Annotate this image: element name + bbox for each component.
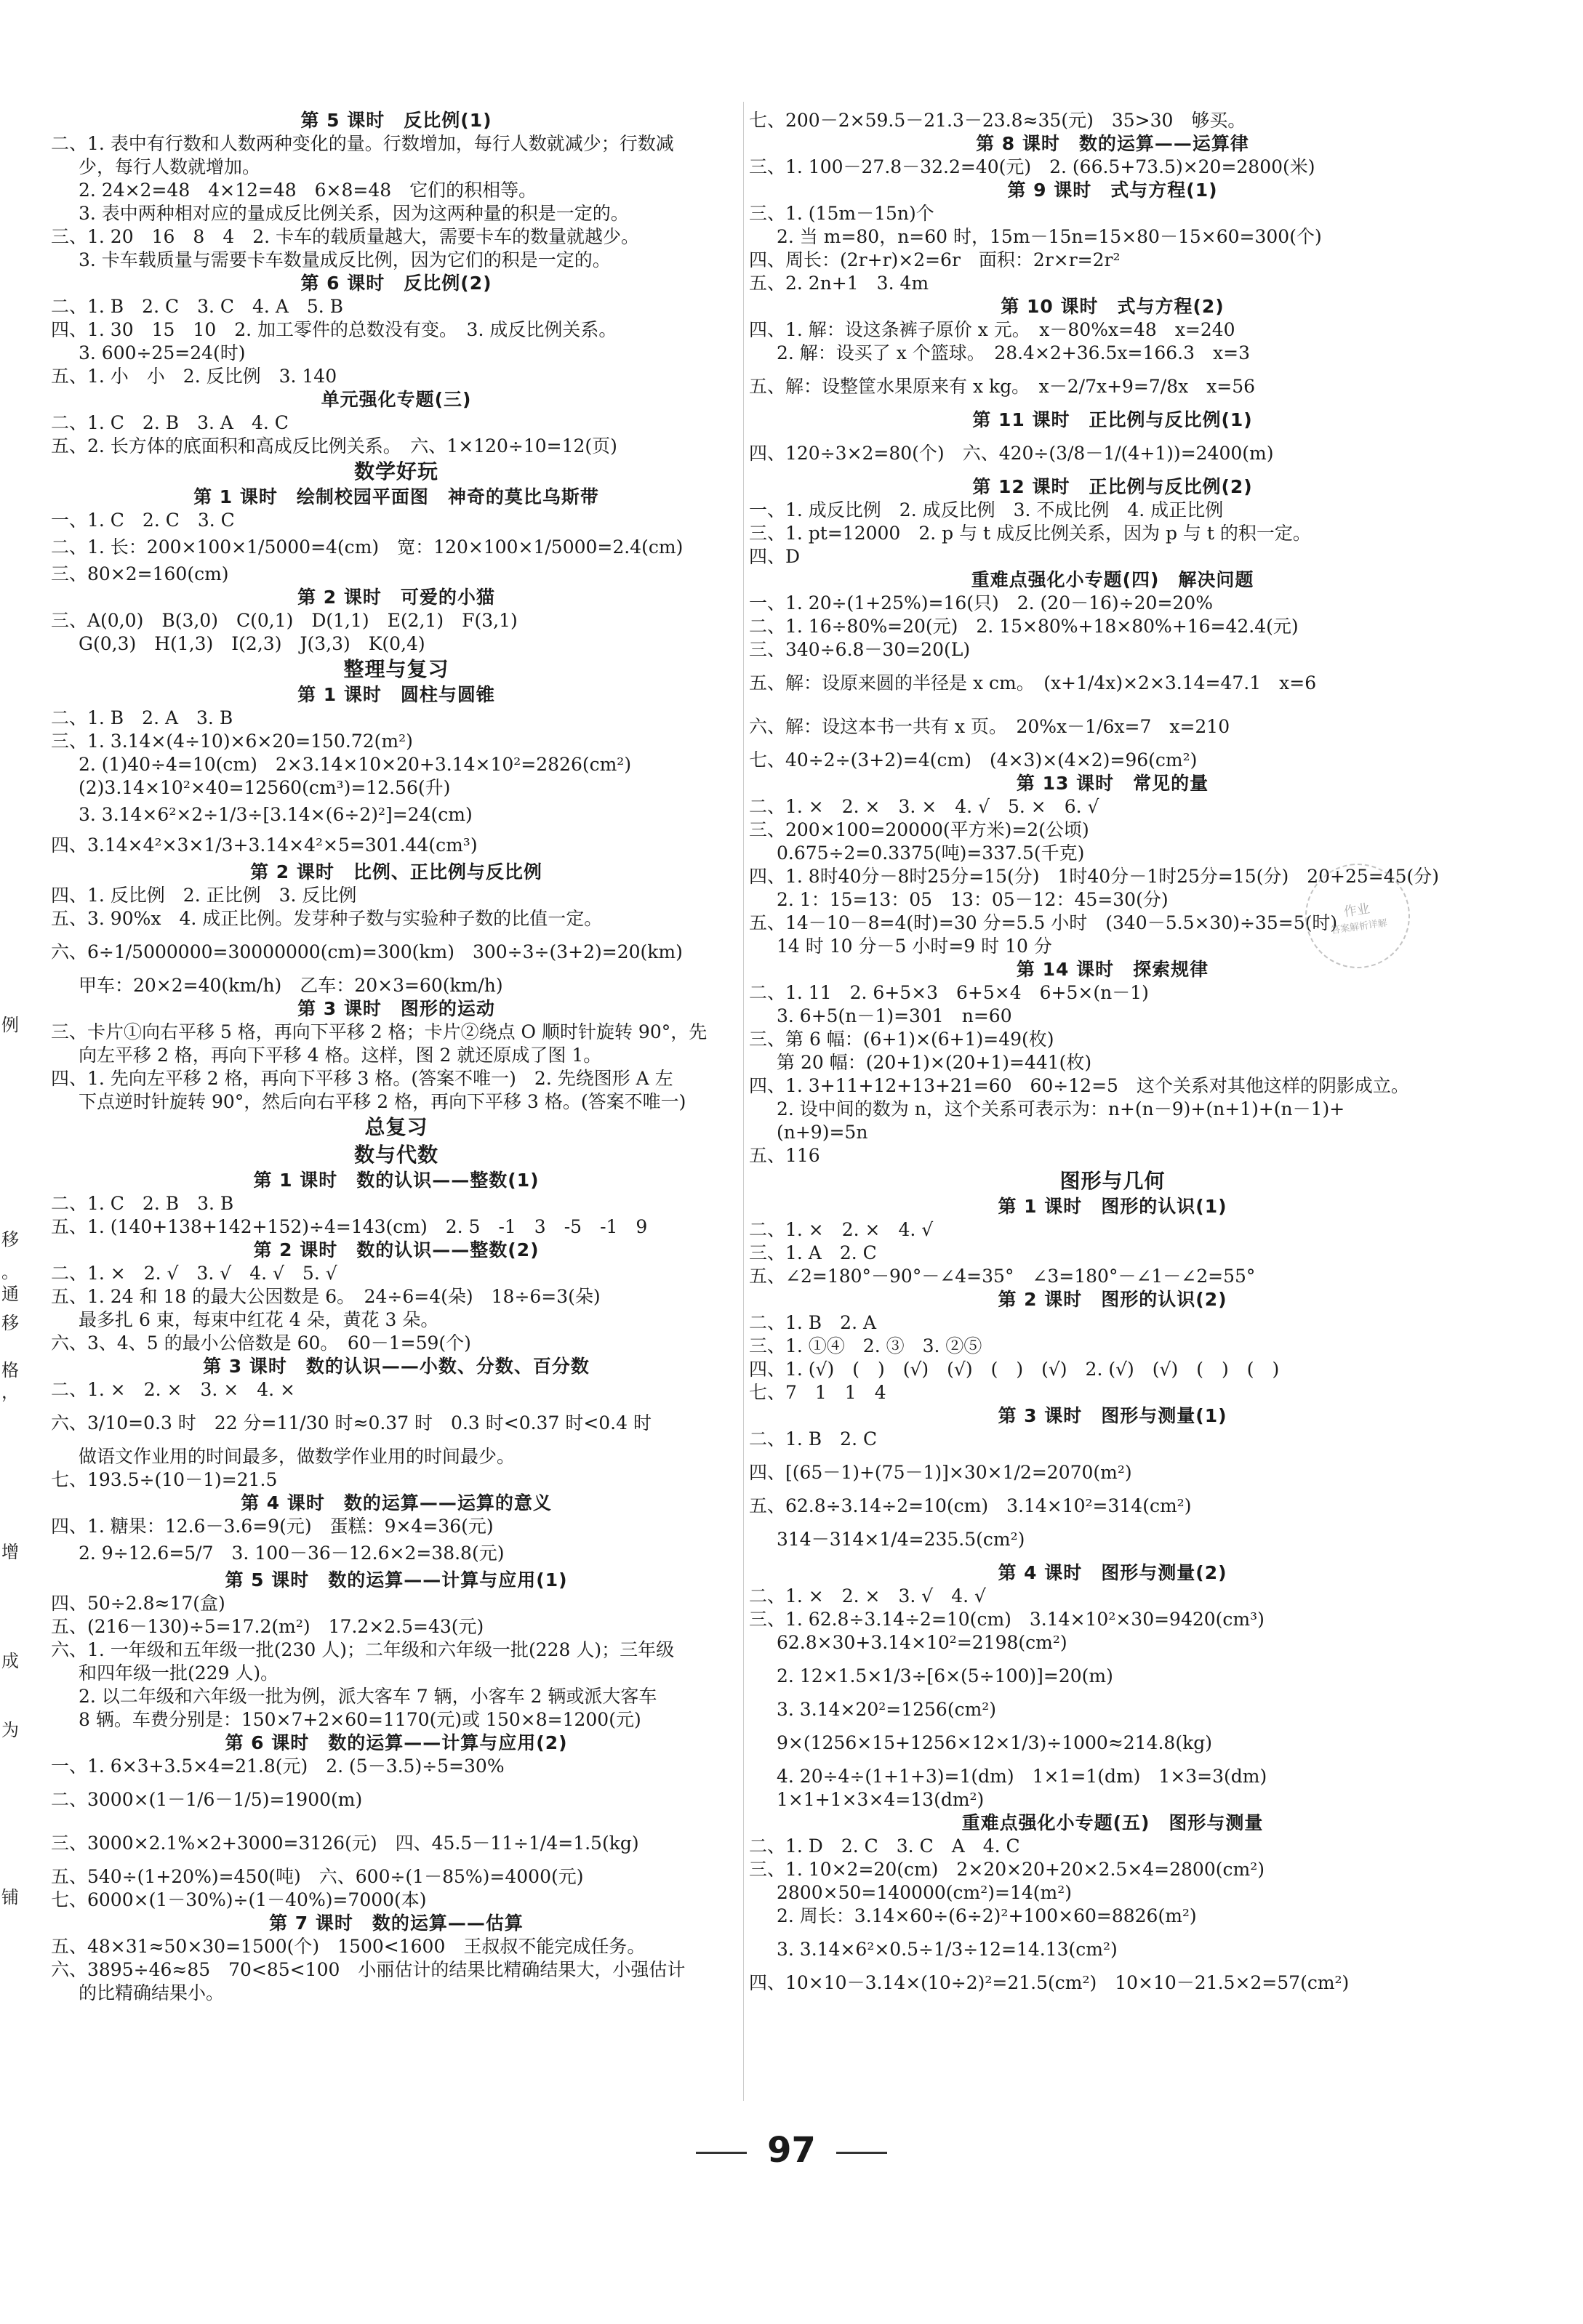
answer-line: 二、1. × 2. √ 3. √ 4. √ 5. √ (51, 1263, 337, 1284)
section-heading: 第 13 课时 常见的量 (1016, 773, 1209, 794)
answer-line: 二、1. × 2. × 3. × 4. √ 5. × 6. √ (749, 796, 1099, 817)
answer-line: 2. 1：15=13：05 13：05－12：45=30(分) (777, 889, 1169, 910)
margin-fragment: 增 (1, 1542, 19, 1562)
answer-line: 三、A(0,0) B(3,0) C(0,1) D(1,1) E(2,1) F(3,1) (51, 610, 518, 631)
answer-line: 3. 6+5(n－1)=301 n=60 (777, 1005, 1012, 1026)
answer-line: 四、3.14×4²×3×1/3+3.14×4²×5=301.44(cm³) (51, 835, 478, 856)
answer-column-left (51, 109, 742, 2005)
section-heading: 第 4 课时 数的运算——运算的意义 (241, 1492, 552, 1513)
answer-line: 和四年级一批(229 人)。 (79, 1662, 279, 1684)
section-heading: 单元强化专题(三) (321, 389, 472, 410)
section-heading: 数与代数 (353, 1143, 438, 1167)
answer-line: 4. 20÷4÷(1+1+3)=1(dm) 1×1=1(dm) 1×3=3(dm) (777, 1766, 1267, 1787)
answer-line: 六、3、4、5 的最小公倍数是 60。 60－1=59(个) (51, 1332, 471, 1354)
section-heading: 第 2 课时 图形的认识(2) (998, 1289, 1227, 1310)
section-heading: 整理与复习 (343, 657, 449, 681)
answer-line: 2. 24×2=48 4×12=48 6×8=48 它们的积相等。 (79, 180, 537, 201)
answer-line: 二、3000×(1－1/6－1/5)=1900(m) (51, 1789, 363, 1810)
section-heading: 第 1 课时 绘制校园平面图 神奇的莫比乌斯带 (193, 486, 599, 507)
answer-line: 三、1. (15m－15n)个 (749, 203, 934, 224)
answer-line: 五、1. (140+138+142+152)÷4=143(cm) 2. 5 -1 3 -5 -1 9 (51, 1216, 648, 1237)
answer-line: 1×1+1×3×4=13(dm²) (777, 1789, 985, 1810)
answer-line: 三、340÷6.8－30=20(L) (749, 639, 971, 660)
answer-line: 四、10×10－3.14×(10÷2)²=21.5(cm²) 10×10－21.5×2=57(cm²) (749, 1972, 1350, 1993)
section-heading: 第 8 课时 数的运算——运算律 (976, 133, 1249, 154)
answer-line: 三、1. 3.14×(4÷10)×6×20=150.72(m²) (51, 731, 413, 752)
answer-line: 三、1. ①④ 2. ③ 3. ②⑤ (749, 1335, 982, 1356)
answer-line: 甲车：20×2=40(km/h) 乙车：20×3=60(km/h) (79, 975, 503, 996)
answer-line: 三、200×100=20000(平方米)=2(公顷) (749, 819, 1089, 840)
answer-line: 四、120÷3×2=80(个) 六、420÷(3/8－1/(4+1))=2400(m) (749, 443, 1274, 464)
answer-line: 二、1. C 2. B 3. B (51, 1193, 234, 1214)
answer-line: 五、3. 90%x 4. 成正比例。发芽种子数与实验种子数的比值一定。 (51, 908, 603, 929)
answer-line: 做语文作业用的时间最多，做数学作业用的时间最少。 (79, 1446, 516, 1467)
margin-fragment: 。 (1, 1262, 19, 1282)
answer-line: 三、第 6 幅：(6+1)×(6+1)=49(枚) (749, 1029, 1054, 1050)
stamp-sub: 答案解析详解 (1330, 917, 1388, 936)
answer-line: 2. 12×1.5×1/3÷[6×(5÷100)]=20(m) (777, 1665, 1113, 1686)
section-heading: 第 14 课时 探索规律 (1016, 959, 1209, 980)
page-number-footer (0, 2130, 1583, 2171)
answer-line: 最多扎 6 束，每束中红花 4 朵，黄花 3 朵。 (79, 1309, 439, 1330)
answer-line: 一、1. 20÷(1+25%)=16(只) 2. (20－16)÷20=20% (749, 592, 1213, 614)
section-heading: 第 4 课时 图形与测量(2) (998, 1562, 1227, 1583)
section-heading: 第 3 课时 图形的运动 (297, 998, 495, 1019)
answer-line: 三、80×2=160(cm) (51, 563, 229, 584)
section-heading: 第 1 课时 数的认识——整数(1) (253, 1170, 540, 1191)
section-heading: 第 10 课时 式与方程(2) (1001, 296, 1225, 317)
answer-line: 五、48×31≈50×30=1500(个) 1500<1600 王叔叔不能完成任务。 (51, 1936, 646, 1957)
footer-dash-right (836, 2152, 887, 2154)
answer-line: 3. 3.14×6²×2÷1/3÷[3.14×(6÷2)²]=24(cm) (79, 804, 473, 825)
section-heading: 第 3 课时 图形与测量(1) (998, 1405, 1227, 1426)
answer-line: 二、1. 长：200×100×1/5000=4(cm) 宽：120×100×1/5000=2.4(cm) (51, 536, 684, 558)
answer-line: 四、1. 糖果：12.6－3.6=9(元) 蛋糕：9×4=36(元) (51, 1516, 494, 1537)
answer-line: 四、50÷2.8≈17(盒) (51, 1593, 225, 1614)
answer-line: 七、193.5÷(10－1)=21.5 (51, 1469, 278, 1490)
answer-line: 三、卡片①向右平移 5 格，再向下平移 2 格；卡片②绕点 O 顺时针旋转 90°，先 (51, 1021, 708, 1042)
answer-line: 三、1. 20 16 8 4 2. 卡车的载质量越大，需要卡车的数量就越少。 (51, 226, 640, 247)
answer-line: 二、1. B 2. C 3. C 4. A 5. B (51, 296, 344, 317)
section-heading: 第 9 课时 式与方程(1) (1007, 180, 1218, 201)
margin-fragment: 铺 (1, 1887, 19, 1907)
answer-line: 三、1. 62.8÷3.14÷2=10(cm) 3.14×10²×30=9420(cm³) (749, 1609, 1265, 1630)
section-heading: 图形与几何 (1059, 1169, 1166, 1193)
answer-line: 五、2. 2n+1 3. 4m (749, 273, 929, 294)
answer-line: 2. 设中间的数为 n，这个关系可表示为：n+(n－9)+(n+1)+(n－1)+ (777, 1098, 1345, 1119)
answer-line: 3. 3.14×20²=1256(cm²) (777, 1699, 997, 1720)
answer-line: 四、1. 反比例 2. 正比例 3. 反比例 (51, 885, 357, 906)
answer-line: 四、1. 30 15 10 2. 加工零件的总数没有变。 3. 成反比例关系。 (51, 319, 617, 340)
answer-line: 二、1. B 2. C (749, 1428, 878, 1450)
margin-fragment: 移 (1, 1313, 19, 1333)
answer-line: 七、6000×(1－30%)÷(1－40%)=7000(本) (51, 1889, 427, 1910)
answer-line: 向左平移 2 格，再向下平移 4 格。这样，图 2 就还原成了图 1。 (79, 1045, 602, 1066)
answer-column-right (749, 109, 1476, 1995)
answer-line: 第 20 幅：(20+1)×(20+1)=441(枚) (777, 1052, 1092, 1073)
answer-line: 四、[(65－1)+(75－1)]×30×1/2=2070(m²) (749, 1462, 1132, 1483)
answer-line: 四、1. 先向左平移 2 格，再向下平移 3 格。(答案不唯一) 2. 先绕图形 A 左 (51, 1068, 673, 1089)
answer-line: 的比精确结果小。 (79, 1982, 225, 2003)
answer-line: 二、1. 16÷80%=20(元) 2. 15×80%+18×80%+16=42.4(元) (749, 616, 1299, 637)
answer-line: 四、D (749, 546, 801, 567)
answer-line: 三、1. 10×2=20(cm) 2×20×20+20×2.5×4=2800(cm²) (749, 1859, 1265, 1880)
answer-line: 2. 解：设买了 x 个篮球。 28.4×2+36.5x=166.3 x=3 (777, 342, 1250, 363)
answer-line: 2800×50=140000(cm²)=14(m²) (777, 1882, 1072, 1903)
margin-fragment: 通 (1, 1284, 19, 1304)
answer-line: 五、1. 24 和 18 的最大公因数是 6。 24÷6=4(朵) 18÷6=3(朵) (51, 1286, 601, 1307)
answer-line: 四、1. 解：设这条裤子原价 x 元。 x－80%x=48 x=240 (749, 319, 1235, 340)
section-heading: 第 6 课时 数的运算——计算与应用(2) (225, 1732, 568, 1753)
margin-fragment: 为 (1, 1720, 19, 1740)
answer-line: 二、1. × 2. × 4. √ (749, 1219, 934, 1240)
answer-line: 六、6÷1/5000000=30000000(cm)=300(km) 300÷3÷(3+2)=20(km) (51, 941, 683, 962)
answer-line: 一、1. 6×3+3.5×4=21.8(元) 2. (5－3.5)÷5=30% (51, 1756, 505, 1777)
section-heading: 第 5 课时 反比例(1) (300, 110, 492, 131)
answer-line: 二、1. B 2. A (749, 1312, 877, 1333)
answer-line: 五、116 (749, 1145, 820, 1166)
answer-line: 五、(216－130)÷5=17.2(m²) 17.2×2.5=43(元) (51, 1616, 484, 1637)
page-number: 97 (767, 2130, 816, 2171)
answer-line: 五、62.8÷3.14÷2=10(cm) 3.14×10²=314(cm²) (749, 1495, 1192, 1516)
section-heading: 重难点强化小专题(五) 图形与测量 (961, 1812, 1264, 1833)
answer-line: 五、1. 小 小 2. 反比例 3. 140 (51, 366, 337, 387)
answer-line: 2. 以二年级和六年级一批为例，派大客车 7 辆，小客车 2 辆或派大客车 (79, 1686, 657, 1707)
answer-line: 3. 表中两种相对应的量成反比例关系，因为这两种量的积是一定的。 (79, 203, 629, 224)
margin-fragment: 格 (1, 1360, 19, 1380)
answer-line: 下点逆时针旋转 90°，然后向右平移 2 格，再向下平移 3 格。(答案不唯一) (79, 1091, 686, 1112)
footer-dash-left (696, 2152, 747, 2154)
margin-fragment: ， (1, 1382, 19, 1402)
answer-line: 五、解：设整筐水果原来有 x kg。 x－2/7x+9=7/8x x=56 (749, 376, 1256, 397)
section-heading: 第 6 课时 反比例(2) (300, 273, 492, 294)
answer-line: 三、1. pt=12000 2. p 与 t 成反比例关系，因为 p 与 t 的积一定。 (749, 523, 1311, 544)
answer-line: 二、1. D 2. C 3. C A 4. C (749, 1836, 1020, 1857)
answer-line: 2. (1)40÷4=10(cm) 2×3.14×10×20+3.14×10²=2826(cm²) (79, 754, 632, 775)
section-heading: 第 1 课时 图形的认识(1) (998, 1196, 1227, 1217)
answer-line: 二、1. B 2. A 3. B (51, 707, 233, 728)
answer-line: 2. 当 m=80，n=60 时，15m－15n=15×80－15×60=300(个) (777, 226, 1322, 247)
section-heading: 第 2 课时 可爱的小猫 (297, 587, 495, 608)
answer-line: 2. 周长：3.14×60÷(6÷2)²+100×60=8826(m²) (777, 1905, 1197, 1926)
answer-line: 三、1. 100－27.8－32.2=40(元) 2. (66.5+73.5)×20=2800(米) (749, 156, 1315, 177)
answer-line: 四、1. 8时40分－8时25分=15(分) 1时40分－1时25分=15(分) 20+25=45(分) (749, 866, 1440, 887)
answer-line: 五、解：设原来圆的半径是 x cm。 (x+1/4x)×2×3.14=47.1 x=6 (749, 672, 1317, 693)
answer-line: 8 辆。车费分别是：150×7+2×60=1170(元)或 150×8=1200(元) (79, 1709, 641, 1730)
answer-line: 六、3/10=0.3 时 22 分=11/30 时≈0.37 时 0.3 时<0.37 时<0.4 时 (51, 1412, 652, 1434)
section-heading: 第 11 课时 正比例与反比例(1) (972, 409, 1253, 430)
answer-line: 2. 9÷12.6=5/7 3. 100－36－12.6×2=38.8(元) (79, 1543, 505, 1564)
section-heading: 重难点强化小专题(四) 解决问题 (971, 569, 1254, 590)
section-heading: 数学好玩 (353, 459, 438, 483)
margin-fragment: 例 (1, 1015, 19, 1035)
answer-line: 五、2. 长方体的底面积和高成反比例关系。 六、1×120÷10=12(页) (51, 435, 617, 457)
answer-line: 三、1. A 2. C (749, 1242, 877, 1263)
section-heading: 第 2 课时 比例、正比例与反比例 (250, 861, 542, 882)
answer-line: 四、1. (√) ( ) (√) (√) ( ) (√) 2. (√) (√) ( ) ( ) (749, 1359, 1280, 1380)
answer-line: 3. 卡车载质量与需要卡车数量成反比例，因为它们的积是一定的。 (79, 249, 611, 270)
answer-line: 七、200－2×59.5－21.3－23.8≈35(元) 35>30 够买。 (749, 110, 1246, 131)
section-heading: 第 12 课时 正比例与反比例(2) (972, 476, 1253, 497)
section-heading: 第 5 课时 数的运算——计算与应用(1) (225, 1569, 568, 1591)
section-heading: 第 3 课时 数的认识——小数、分数、百分数 (203, 1356, 590, 1377)
answer-line: 62.8×30+3.14×10²=2198(cm²) (777, 1632, 1067, 1653)
answer-line: 四、1. 3+11+12+13+21=60 60÷12=5 这个关系对其他这样的阴影成立。 (749, 1075, 1409, 1096)
answer-line: 314－314×1/4=235.5(cm²) (777, 1529, 1025, 1550)
answer-line: 六、1. 一年级和五年级一批(230 人)；二年级和六年级一批(228 人)；三年级 (51, 1639, 675, 1660)
answer-line: 3. 3.14×6²×0.5÷1/3÷12=14.13(cm²) (777, 1939, 1118, 1960)
section-heading: 总复习 (364, 1115, 428, 1139)
margin-fragment: 成 (1, 1651, 19, 1671)
answer-line: 二、1. × 2. × 3. × 4. × (51, 1379, 295, 1400)
answer-line: 四、周长：(2r+r)×2=6r 面积：2r×r=2r² (749, 249, 1121, 270)
column-divider (743, 102, 744, 2101)
answer-line: 一、1. 成反比例 2. 成反比例 3. 不成比例 4. 成正比例 (749, 499, 1224, 520)
answer-line: G(0,3) H(1,3) I(2,3) J(3,3) K(0,4) (79, 633, 425, 654)
section-heading: 第 1 课时 圆柱与圆锥 (297, 684, 495, 705)
answer-line: 三、3000×2.1%×2+3000=3126(元) 四、45.5－11÷1/4=1.5(kg) (51, 1833, 639, 1854)
answer-line: 五、14－10－8=4(时)=30 分=5.5 小时 (340－5.5×30)÷35=5(时) (749, 912, 1338, 933)
answer-line: 七、7 1 1 4 (749, 1382, 886, 1403)
answer-line: 二、1. × 2. × 3. √ 4. √ (749, 1585, 986, 1607)
section-heading: 第 7 课时 数的运算——估算 (269, 1913, 524, 1934)
section-heading: 第 2 课时 数的认识——整数(2) (253, 1239, 540, 1260)
answer-line: 9×(1256×15+1256×12×1/3)÷1000≈214.8(kg) (777, 1732, 1212, 1753)
stamp-label: 作业 (1342, 901, 1371, 920)
answer-line: 七、40÷2÷(3+2)=4(cm) (4×3)×(4×2)=96(cm²) (749, 749, 1198, 771)
answer-line: 0.675÷2=0.3375(吨)=337.5(千克) (777, 843, 1085, 864)
answer-line: 二、1. 表中有行数和人数两种变化的量。行数增加，每行人数就减少；行数减 (51, 133, 674, 154)
answer-line: 六、3895÷46≈85 70<85<100 小丽估计的结果比精确结果大，小强估计 (51, 1959, 686, 1980)
answer-line: 一、1. C 2. C 3. C (51, 510, 235, 531)
answer-line: 五、∠2=180°－90°－∠4=35° ∠3=180°－∠1－∠2=55° (749, 1266, 1256, 1287)
answer-line: 六、解：设这本书一共有 x 页。 20%x－1/6x=7 x=210 (749, 716, 1230, 737)
answer-line: (n+9)=5n (777, 1122, 868, 1143)
answer-line: 少，每行人数就增加。 (79, 156, 261, 177)
answer-line: 二、1. C 2. B 3. A 4. C (51, 412, 289, 433)
answer-line: (2)3.14×10²×40=12560(cm³)=12.56(升) (79, 777, 451, 798)
margin-fragment: 移 (1, 1229, 19, 1250)
answer-line: 二、1. 11 2. 6+5×3 6+5×4 6+5×(n－1) (749, 982, 1149, 1003)
answer-line: 3. 600÷25=24(时) (79, 342, 246, 363)
answer-line: 五、540÷(1+20%)=450(吨) 六、600÷(1－85%)=4000(元) (51, 1866, 584, 1887)
answer-line: 14 时 10 分－5 小时=9 时 10 分 (777, 936, 1052, 957)
